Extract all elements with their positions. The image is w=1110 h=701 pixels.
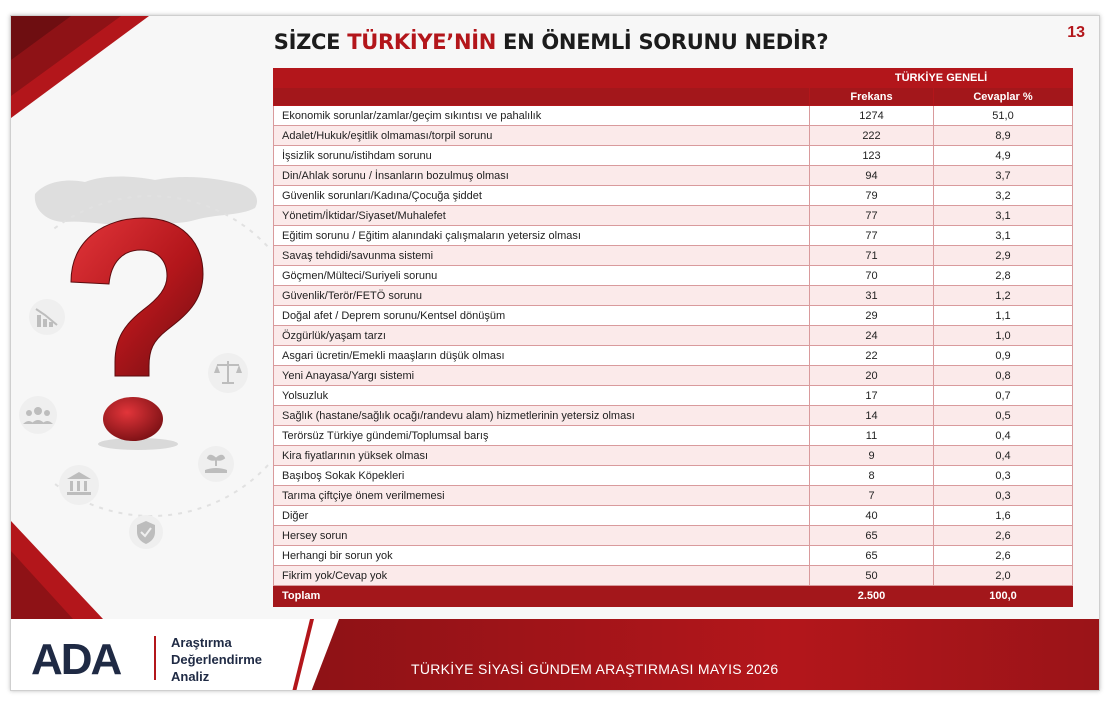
ada-logo [31, 636, 146, 680]
row-frequency: 8 [810, 466, 934, 486]
row-label: Sağlık (hastane/sağlık ocağı/randevu alam) hizmetlerinin yetersiz olması [274, 406, 810, 426]
row-frequency: 22 [810, 346, 934, 366]
row-label: Güvenlik/Terör/FETÖ sorunu [274, 286, 810, 306]
logo-tagline [171, 634, 262, 685]
table-row [274, 186, 1073, 206]
row-frequency: 9 [810, 446, 934, 466]
footer [11, 619, 1100, 691]
row-frequency: 65 [810, 546, 934, 566]
table-row [274, 406, 1073, 426]
row-percent: 0,9 [934, 346, 1073, 366]
row-frequency: 65 [810, 526, 934, 546]
row-percent: 2,6 [934, 546, 1073, 566]
row-label: Savaş tehdidi/savunma sistemi [274, 246, 810, 266]
row-label: Kira fiyatlarının yüksek olması [274, 446, 810, 466]
row-percent: 1,0 [934, 326, 1073, 346]
row-label: Başıboş Sokak Köpekleri [274, 466, 810, 486]
table-row [274, 226, 1073, 246]
footer-banner [311, 619, 1100, 691]
row-label: Güvenlik sorunları/Kadına/Çocuğa şiddet [274, 186, 810, 206]
row-percent: 0,8 [934, 366, 1073, 386]
row-label: Herhangi bir sorun yok [274, 546, 810, 566]
table-row [274, 246, 1073, 266]
row-label: Diğer [274, 506, 810, 526]
table-row [274, 546, 1073, 566]
row-label: Tarıma çiftçiye önem verilmemesi [274, 486, 810, 506]
shield-check-icon [127, 513, 165, 551]
row-percent: 3,1 [934, 206, 1073, 226]
row-label: Ekonomik sorunlar/zamlar/geçim sıkıntısı ve pahalılık [274, 106, 810, 126]
row-label: Hersey sorun [274, 526, 810, 546]
row-frequency: 222 [810, 126, 934, 146]
table-row [274, 126, 1073, 146]
row-percent: 3,1 [934, 226, 1073, 246]
table-row [274, 266, 1073, 286]
slide [10, 15, 1100, 691]
scales-icon [206, 351, 250, 395]
logo-line-1: Araştırma [171, 635, 232, 650]
table-row [274, 426, 1073, 446]
row-percent: 0,5 [934, 406, 1073, 426]
group-header: TÜRKİYE GENELİ [810, 69, 1073, 88]
row-percent: 51,0 [934, 106, 1073, 126]
row-percent: 0,4 [934, 446, 1073, 466]
row-frequency: 79 [810, 186, 934, 206]
table-row [274, 306, 1073, 326]
row-frequency: 31 [810, 286, 934, 306]
table-row [274, 446, 1073, 466]
column-header-answer [274, 88, 810, 106]
row-frequency: 20 [810, 366, 934, 386]
row-frequency: 94 [810, 166, 934, 186]
row-percent: 3,2 [934, 186, 1073, 206]
column-header-frequency: Frekans [810, 88, 934, 106]
row-frequency: 29 [810, 306, 934, 326]
row-percent: 0,4 [934, 426, 1073, 446]
row-percent: 0,7 [934, 386, 1073, 406]
row-frequency: 24 [810, 326, 934, 346]
logo-separator [154, 636, 156, 680]
footer-title: TÜRKİYE SİYASİ GÜNDEM ARAŞTIRMASI MAYIS 2026 [411, 661, 779, 677]
results-table [273, 68, 1073, 607]
row-percent: 8,9 [934, 126, 1073, 146]
row-frequency: 71 [810, 246, 934, 266]
logo-line-3: Analiz [171, 669, 210, 684]
row-frequency: 123 [810, 146, 934, 166]
row-percent: 1,2 [934, 286, 1073, 306]
table-row [274, 206, 1073, 226]
row-frequency: 77 [810, 206, 934, 226]
footer-stripe [292, 619, 314, 691]
row-percent: 1,6 [934, 506, 1073, 526]
table-row [274, 566, 1073, 586]
question-mark-icon [63, 216, 208, 451]
row-label: Fikrim yok/Cevap yok [274, 566, 810, 586]
row-label: Göçmen/Mülteci/Suriyeli sorunu [274, 266, 810, 286]
row-label: İşsizlik sorunu/istihdam sorunu [274, 146, 810, 166]
table-row [274, 146, 1073, 166]
row-label: Yeni Anayasa/Yargı sistemi [274, 366, 810, 386]
row-label: Din/Ahlak sorunu / İnsanların bozulmuş olması [274, 166, 810, 186]
page-title: SİZCE TÜRKİYE’NİN EN ÖNEMLİ SORUNU NEDİR? [273, 30, 829, 54]
row-percent: 2,9 [934, 246, 1073, 266]
row-label: Asgari ücretin/Emekli maaşların düşük olması [274, 346, 810, 366]
row-label: Yönetim/İktidar/Siyaset/Muhalefet [274, 206, 810, 226]
total-frequency: 2.500 [810, 586, 934, 607]
row-percent: 2,6 [934, 526, 1073, 546]
table-row [274, 486, 1073, 506]
logo-wordmark: ADA [31, 636, 121, 680]
table-row [274, 466, 1073, 486]
row-frequency: 11 [810, 426, 934, 446]
row-label: Doğal afet / Deprem sorunu/Kentsel dönüşüm [274, 306, 810, 326]
table-row [274, 506, 1073, 526]
table-row [274, 386, 1073, 406]
row-label: Yolsuzluk [274, 386, 810, 406]
row-frequency: 14 [810, 406, 934, 426]
table-row [274, 366, 1073, 386]
row-frequency: 1274 [810, 106, 934, 126]
row-frequency: 7 [810, 486, 934, 506]
table-row [274, 106, 1073, 126]
row-frequency: 17 [810, 386, 934, 406]
page-number: 13 [1067, 24, 1085, 41]
table-corner [274, 69, 810, 88]
row-label: Terörsüz Türkiye gündemi/Toplumsal barış [274, 426, 810, 446]
row-percent: 2,8 [934, 266, 1073, 286]
logo-line-2: Değerlendirme [171, 652, 263, 667]
row-label: Adalet/Hukuk/eşitlik olmaması/torpil sorunu [274, 126, 810, 146]
row-frequency: 50 [810, 566, 934, 586]
total-row [274, 586, 1073, 607]
row-label: Eğitim sorunu / Eğitim alanındaki çalışmaların yetersiz olması [274, 226, 810, 246]
column-header-percent: Cevaplar % [934, 88, 1073, 106]
total-percent: 100,0 [934, 586, 1073, 607]
row-label: Özgürlük/yaşam tarzı [274, 326, 810, 346]
row-percent: 0,3 [934, 466, 1073, 486]
chart-decline-icon [27, 297, 67, 337]
table-row [274, 326, 1073, 346]
row-frequency: 40 [810, 506, 934, 526]
row-percent: 3,7 [934, 166, 1073, 186]
row-percent: 4,9 [934, 146, 1073, 166]
row-percent: 1,1 [934, 306, 1073, 326]
institution-icon [57, 463, 101, 507]
table-row [274, 286, 1073, 306]
row-frequency: 70 [810, 266, 934, 286]
total-label: Toplam [274, 586, 810, 607]
people-icon [17, 394, 59, 436]
table-row [274, 346, 1073, 366]
row-percent: 0,3 [934, 486, 1073, 506]
table-row [274, 166, 1073, 186]
row-percent: 2,0 [934, 566, 1073, 586]
table-row [274, 526, 1073, 546]
row-frequency: 77 [810, 226, 934, 246]
